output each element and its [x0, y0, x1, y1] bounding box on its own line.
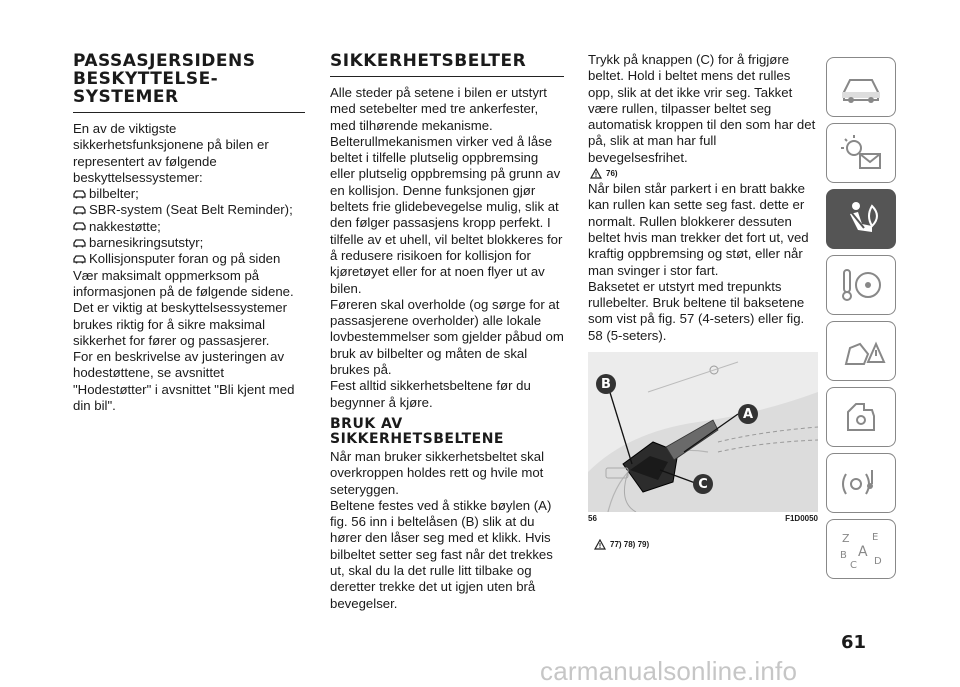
section-heading-protection: PASSASJERSIDENS BESKYTTELSE-SYSTEMER	[73, 52, 305, 113]
car-info-icon	[836, 66, 886, 108]
intro-paragraph: En av de viktigste sikkerhetsfunksjonene på bilen er representert av følgende beskyttelsessystemer:	[73, 121, 269, 185]
svg-text:B: B	[840, 550, 847, 561]
posture-paragraph: Når man bruker sikkerhetsbeltet skal overkroppen holdes rett og hvile mot seteryggen.	[330, 448, 545, 497]
list-item	[73, 251, 305, 267]
index-icon	[836, 528, 886, 570]
svg-text:Z: Z	[842, 532, 850, 545]
svg-text:E: E	[872, 532, 879, 543]
callout-a: A	[738, 404, 758, 424]
svg-text:A: A	[858, 544, 868, 560]
list-item	[73, 202, 305, 218]
tab-safety[interactable]	[826, 189, 896, 249]
figure-notes	[594, 539, 818, 550]
tab-car-info[interactable]	[826, 57, 896, 117]
car-bullet-icon	[73, 239, 86, 248]
figure-code: F1D0050	[785, 514, 818, 524]
tab-index[interactable]	[826, 519, 896, 579]
callout-b: B	[596, 374, 616, 394]
column-protection-systems	[73, 52, 305, 414]
page-number: 61	[841, 632, 867, 653]
fasten-paragraph: Fest alltid sikkerhetsbeltene før du begynner å kjøre.	[330, 378, 531, 410]
list-item-label: Kollisjonsputer foran og på siden	[89, 251, 281, 267]
multimedia-icon	[836, 462, 886, 504]
list-item	[73, 235, 305, 251]
tab-multimedia[interactable]	[826, 453, 896, 513]
svg-text:C: C	[850, 560, 857, 570]
car-bullet-icon	[73, 255, 86, 264]
release-paragraph: Trykk på knappen (C) for å frigjøre beltet. Hold i beltet mens det rulles opp, slik at det ikke vrir seg. Takket være rullen, tilpasser beltet seg automatisk kroppen til den som har det på, slik at man har full bevegelsesfrihet.	[588, 52, 816, 165]
car-bullet-icon	[73, 190, 86, 199]
chapter-sidebar	[826, 57, 898, 585]
fastening-paragraph: Beltene festes ved å stikke bøylen (A) fig. 56 inn i beltelåsen (B) slik at du hører den låser seg med et klikk. Hvis bilbeltet setter seg fast når det trekkes ut, skal du la det rulle litt tilbake og deretter trekke det ut igjen uten brå bevegelser.	[330, 497, 553, 611]
list-item-label: SBR-system (Seat Belt Reminder);	[89, 202, 293, 218]
callout-c: C	[693, 474, 713, 494]
car-bullet-icon	[73, 222, 86, 231]
maintenance-icon	[836, 396, 886, 438]
figure-caption	[588, 514, 818, 523]
section-heading-seat-belts: SIKKERHETSBELTER	[330, 52, 564, 77]
list-item	[73, 219, 305, 235]
tab-maintenance[interactable]	[826, 387, 896, 447]
car-bullet-icon	[73, 206, 86, 215]
column-seat-belts	[330, 52, 564, 612]
warning-reference	[590, 168, 818, 179]
protection-list	[73, 186, 305, 267]
warning-triangle-icon	[590, 168, 602, 179]
seat-airbag-icon	[836, 198, 886, 240]
list-item-label: nakkestøtte;	[89, 218, 161, 234]
list-item	[73, 186, 305, 202]
list-item-label: bilbelter;	[89, 186, 139, 202]
warning-reference-label: 76)	[606, 169, 618, 179]
headrest-reference-paragraph: For en beskrivelse av justeringen av hodestøttene, se avsnittet "Hodestøtter" i avsnittet "Bli kjent med din bil".	[73, 349, 295, 414]
rear-seat-paragraph: Baksetet er utstyrt med trepunkts rullebelter. Bruk beltene til baksetene som vist på fig. 57 (4-seters) eller fig. 58 (5-seters).	[588, 278, 805, 343]
parking-paragraph: Når bilen står parkert i en bratt bakke kan rullen kan sette seg fast. dette er normalt. Rullen blokkerer dessuten beltet hvis man trekker det fort ut, ved kraftig oppbremsing og støt, eller når man svinger i stor fart.	[588, 181, 809, 278]
legal-paragraph: Føreren skal overholde (og sørge for at passasjerene overholder) alle lokale lovbestemmelser som gjelder påbud om bruk av bilbelter og måten de skal brukes på.	[330, 296, 564, 378]
attention-paragraph: Vær maksimalt oppmerksom på informasjonen på de følgende sidene. Det er viktig at beskyttelsessystemer brukes riktig for å sikre maksimal sikkerhet for fører og passasjerer.	[73, 267, 294, 348]
notes-label: 77) 78) 79)	[610, 540, 650, 550]
figure-number: 56	[588, 514, 597, 524]
column-belt-release	[588, 52, 818, 550]
tab-emergency[interactable]	[826, 321, 896, 381]
seat-belt-description: Alle steder på setene i bilen er utstyrt med setebelter med tre ankerfester, med tilhørende mekanisme. Belterullmekanismen virker ved å låse beltet i tilfelle plutselig oppbremsing eller plutselig oppbremsing på grunn av en kollisjon. Denne funksjonen gjør beltets frie glidebevegelse mulig, slik at den følger passasjens kropp perfekt. I tilfelle av et uhell, vil beltet blokkeres for å redusere risikoen for kollisjon for kjøretøyet eller for at noen flyer ut av bilen.	[330, 85, 563, 296]
emergency-icon	[836, 330, 886, 372]
watermark: carmanualsonline.info	[540, 656, 798, 686]
warning-lights-icon	[836, 132, 886, 174]
subheading-using-belts: BRUK AV SIKKERHETSBELTENE	[330, 415, 504, 447]
key-steering-icon	[836, 264, 886, 306]
list-item-label: barnesikringsutstyr;	[89, 235, 204, 251]
tab-starting-driving[interactable]	[826, 255, 896, 315]
tab-warning-lights[interactable]	[826, 123, 896, 183]
seat-belt-buckle-figure	[588, 352, 818, 512]
warning-triangle-icon	[594, 539, 606, 550]
svg-text:D: D	[874, 556, 882, 567]
